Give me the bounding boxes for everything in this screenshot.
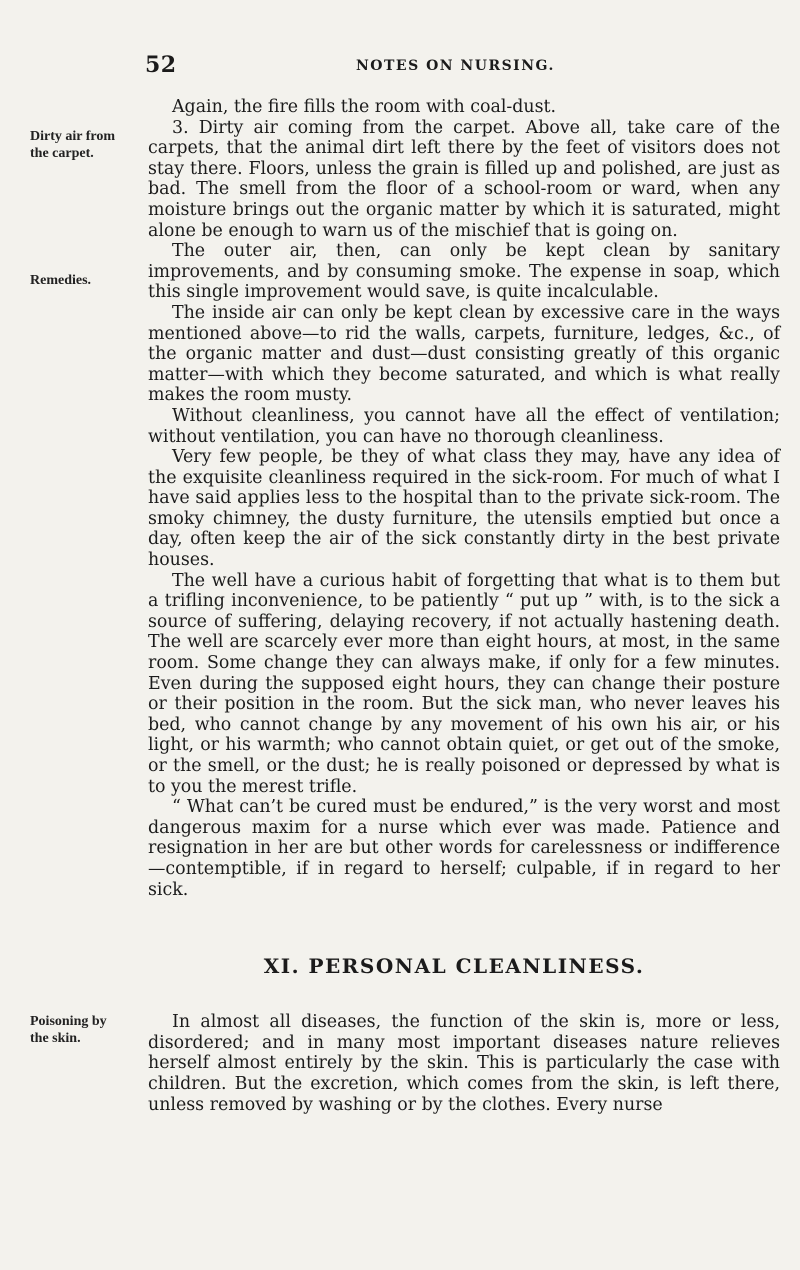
running-title: NOTES ON NURSING. [356,58,555,74]
margin-note-poisoning-skin [30,1013,107,1047]
paragraph: Again, the fire fills the room with coal-dust. [172,97,557,117]
margin-note-dirty-air [30,128,115,162]
paragraph: “ What can’t be cured must be endured,” is the very worst and most dangerous maxim for a nurse which ever was made. Patience and resignation in her are but other words for carelessness or indifference—contemptible, if in regard to herself; culpable, if in regard to her sick. [148,797,780,900]
paragraph: Without cleanliness, you cannot have all the effect of ventilation; without ventilation, you can have no thorough cleanliness. [148,405,780,447]
paragraph: Very few people, be they of what class they may, have any idea of the exquisite cleanliness required in the sick-room. For much of what I have said applies less to the hospital than to the private sick-room. The smoky chimney, the dusty furniture, the utensils emptied but once a day, often keep the air of the sick constantly dirty in the best private houses. [148,447,780,571]
margin-note-line: Dirty air from [30,129,116,144]
margin-note-line: the carpet. [30,146,94,161]
paragraph: In almost all diseases, the function of the skin is, more or less, disordered; and in many most important diseases nature relieves herself almost entirely by the skin. This is particularly the case with children. But the excretion, which comes from the skin, is left there, unless removed by washing or by the clothes. Every nurse [148,1012,780,1115]
page-header [0,52,800,82]
margin-note-remedies [30,272,91,289]
margin-note-line: the skin. [30,1031,81,1046]
page-number: 52 [145,52,177,78]
margin-note-line: Remedies. [30,273,92,288]
paragraph: The inside air can only be kept clean by excessive care in the ways mentioned above—to rid the walls, carpets, furniture, ledges, &c., of the organic matter and dust—dust consisting greatly of this organic matter—with which they become saturated, and which is what really makes the room musty. [148,302,780,406]
paragraph: The well have a curious habit of forgetting that what is to them but a trifling inconvenience, to be patiently “ put up ” with, is to the sick a source of suffering, delaying recovery, if not actually hastening death. The well are scarcely ever more than eight hours, at most, in the same room. Some change they can always make, if only for a few minutes. Even during the supposed eight hours, they can change their posture or their position in the room. But the sick man, who never leaves his bed, who cannot change by any movement of his own his air, or his light, or his warmth; who cannot obtain quiet, or get out of the smoke, or the smell, or the dust; he is really poisoned or depressed by what is to you the merest trifle. [148,570,780,797]
margin-note-line: Poisoning by [30,1014,107,1029]
section-heading: XI. PERSONAL CLEANLINESS. [263,954,645,979]
paragraph: The outer air, then, can only be kept clean by sanitary improvements, and by consuming smoke. The expense in soap, which this single improvement would save, is quite incalculable. [148,241,780,303]
body-text [148,97,780,1115]
paragraph: 3. Dirty air coming from the carpet. Above all, take care of the carpets, that the animal dirt left there by the feet of visitors does not stay there. Floors, unless the grain is filled up and polished, are just as bad. The smell from the floor of a school-room or ward, when any moisture brings out the organic matter by which it is saturated, might alone be enough to warn us of the mischief that is going on. [148,117,780,241]
